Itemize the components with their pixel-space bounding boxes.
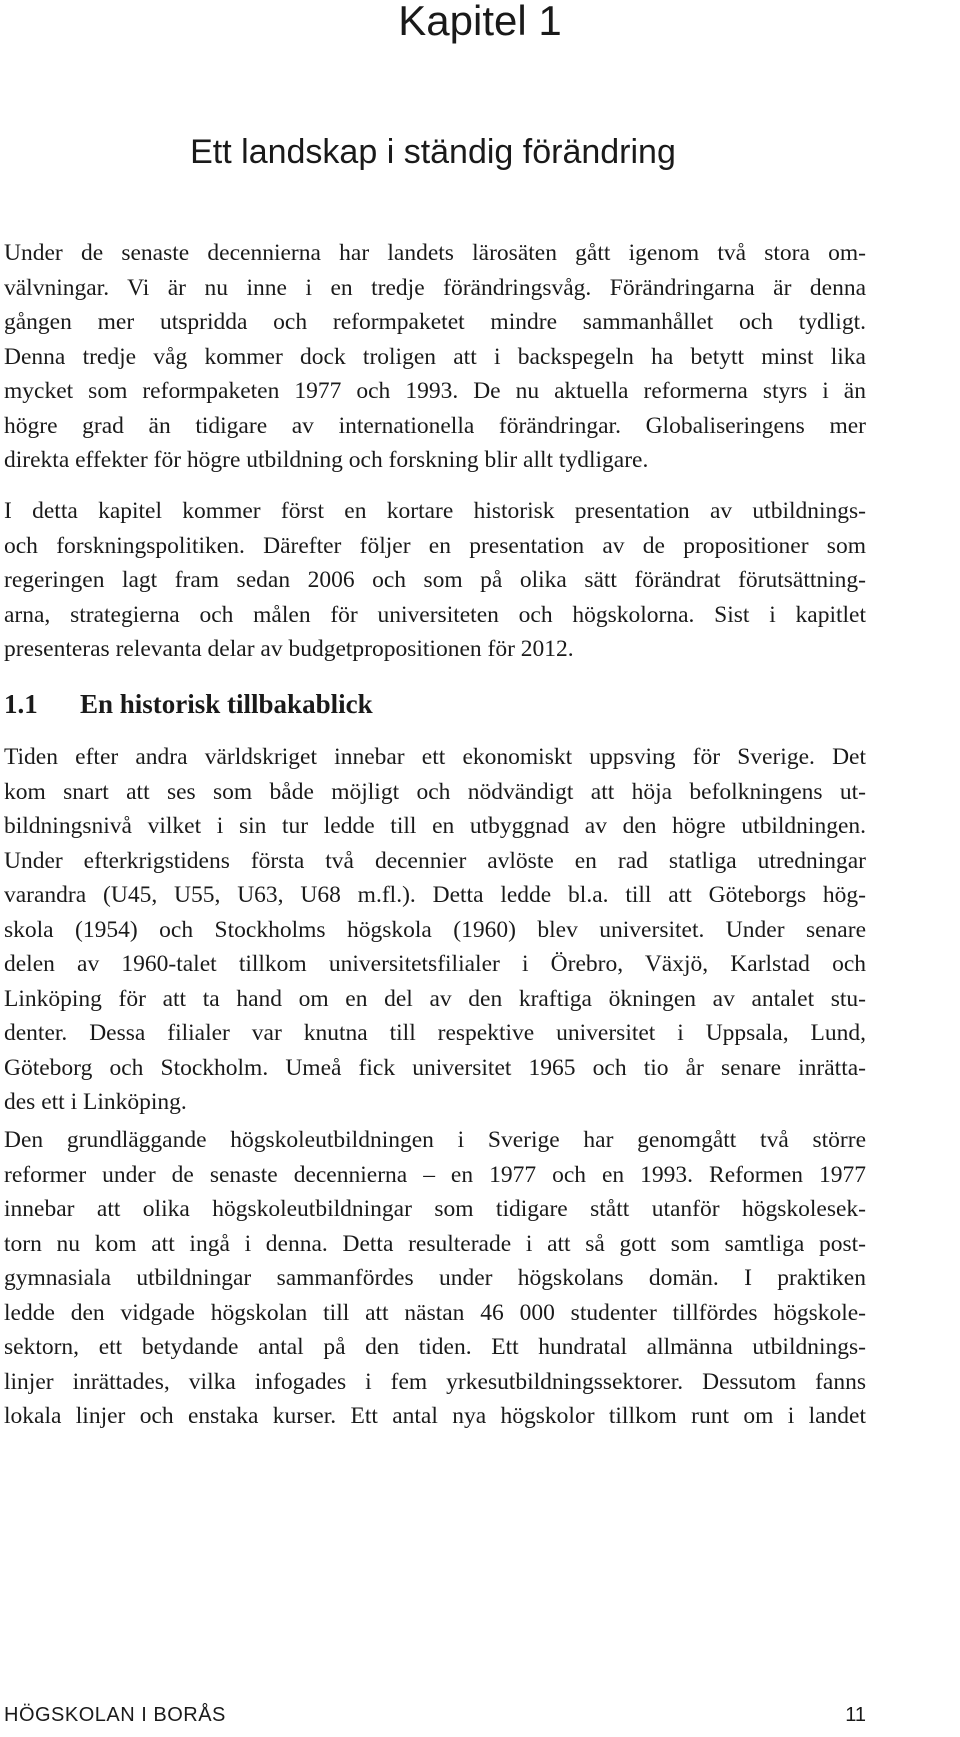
paragraph-line: varandra (U45, U55, U63, U68 m.fl.). Detta ledde bl.a. till att Göteborgs hög- bbox=[4, 882, 866, 908]
chapter-title: Ett landskap i ständig förändring bbox=[190, 133, 676, 171]
paragraph-line: Under de senaste decennierna har landets lärosäten gått igenom två stora om- bbox=[4, 240, 866, 266]
paragraph-line: I detta kapitel kommer först en kortare historisk presentation av utbildnings- bbox=[4, 498, 866, 524]
paragraph-line: lokala linjer och enstaka kurser. Ett antal nya högskolor tillkom runt om i landet bbox=[4, 1403, 866, 1429]
paragraph-line: linjer inrättades, vilka infogades i fem yrkesutbildningssektorer. Dessutom fanns bbox=[4, 1368, 866, 1395]
paragraph-line: gymnasiala utbildningar sammanfördes under högskolans domän. I praktiken bbox=[4, 1265, 866, 1291]
paragraph-line: arna, strategierna och målen för universiteten och högskolorna. Sist i kapitlet bbox=[4, 601, 866, 628]
paragraph-line: Denna tredje våg kommer dock troligen att i backspegeln ha betytt minst lika bbox=[4, 343, 866, 370]
paragraph-line: presenteras relevanta delar av budgetpropositionen för 2012. bbox=[4, 636, 574, 662]
paragraph-line: och forskningspolitiken. Därefter följer en presentation av de propositioner som bbox=[4, 532, 866, 559]
paragraph-line: Under efterkrigstidens första två decennier avlöste en rad statliga utredningar bbox=[4, 847, 866, 874]
section-number: 1.1 bbox=[4, 689, 38, 719]
paragraph-line: direkta effekter för högre utbildning och forskning blir allt tydligare. bbox=[4, 447, 649, 473]
paragraph-line: regeringen lagt fram sedan 2006 och som på olika sätt förändrat förutsättning- bbox=[4, 567, 866, 593]
paragraph-line: Den grundläggande högskoleutbildningen i Sverige har genomgått två större bbox=[4, 1127, 866, 1153]
paragraph-line: gången mer utspridda och reformpaketet mindre sammanhållet och tydligt. bbox=[4, 309, 866, 335]
paragraph-line: högre grad än tidigare av internationella förändringar. Globaliseringens mer bbox=[4, 412, 866, 439]
paragraph-chapter-overview bbox=[4, 494, 866, 667]
paragraph-line: ledde den vidgade högskolan till att nästan 46 000 studenter tillfördes högskole- bbox=[4, 1299, 866, 1326]
paragraph-history bbox=[4, 740, 866, 1120]
paragraph-line: des ett i Linköping. bbox=[4, 1089, 187, 1115]
paragraph-line: reformer under de senaste decennierna – en 1977 och en 1993. Reformen 1977 bbox=[4, 1161, 866, 1188]
paragraph-line: Göteborg och Stockholm. Umeå fick universitet 1965 och tio år senare inrätta- bbox=[4, 1054, 866, 1081]
paragraph-line: kom snart att ses som både möjligt och nödvändigt att höja befolkningens ut- bbox=[4, 778, 866, 805]
chapter-label: Kapitel 1 bbox=[398, 0, 562, 44]
paragraph-intro bbox=[4, 236, 866, 478]
paragraph-line: sektorn, ett betydande antal på den tiden. Ett hundratal allmänna utbildnings- bbox=[4, 1334, 866, 1360]
paragraph-line: skola (1954) och Stockholms högskola (1960) blev universitet. Under senare bbox=[4, 916, 866, 943]
paragraph-line: delen av 1960-talet tillkom universitetsfilialer i Örebro, Växjö, Karlstad och bbox=[4, 951, 866, 977]
section-heading bbox=[4, 684, 866, 724]
section-title: En historisk tillbakablick bbox=[80, 689, 373, 719]
paragraph-line: torn nu kom att ingå i denna. Detta resulterade i att så gott som samtliga post- bbox=[4, 1230, 866, 1257]
page-number: 11 bbox=[845, 1704, 866, 1726]
paragraph-line: innebar att olika högskoleutbildningar som tidigare stått utanför högskolesek- bbox=[4, 1196, 866, 1222]
footer-publisher: HÖGSKOLAN I BORÅS bbox=[4, 1704, 226, 1726]
paragraph-line: Linköping för att ta hand om en del av den kraftiga ökningen av antalet stu- bbox=[4, 985, 866, 1012]
paragraph-line: denter. Dessa filialer var knutna till respektive universitet i Uppsala, Lund, bbox=[4, 1020, 866, 1046]
paragraph-line: Tiden efter andra världskriget innebar ett ekonomiskt uppsving för Sverige. Det bbox=[4, 744, 866, 770]
paragraph-line: välvningar. Vi är nu inne i en tredje förändringsvåg. Förändringarna är denna bbox=[4, 274, 866, 301]
paragraph-line: mycket som reformpaketen 1977 och 1993. De nu aktuella reformerna styrs i än bbox=[4, 378, 866, 404]
paragraph-line: bildningsnivå vilket i sin tur ledde till en utbyggnad av den högre utbildningen. bbox=[4, 813, 866, 839]
paragraph-reforms bbox=[4, 1123, 866, 1434]
